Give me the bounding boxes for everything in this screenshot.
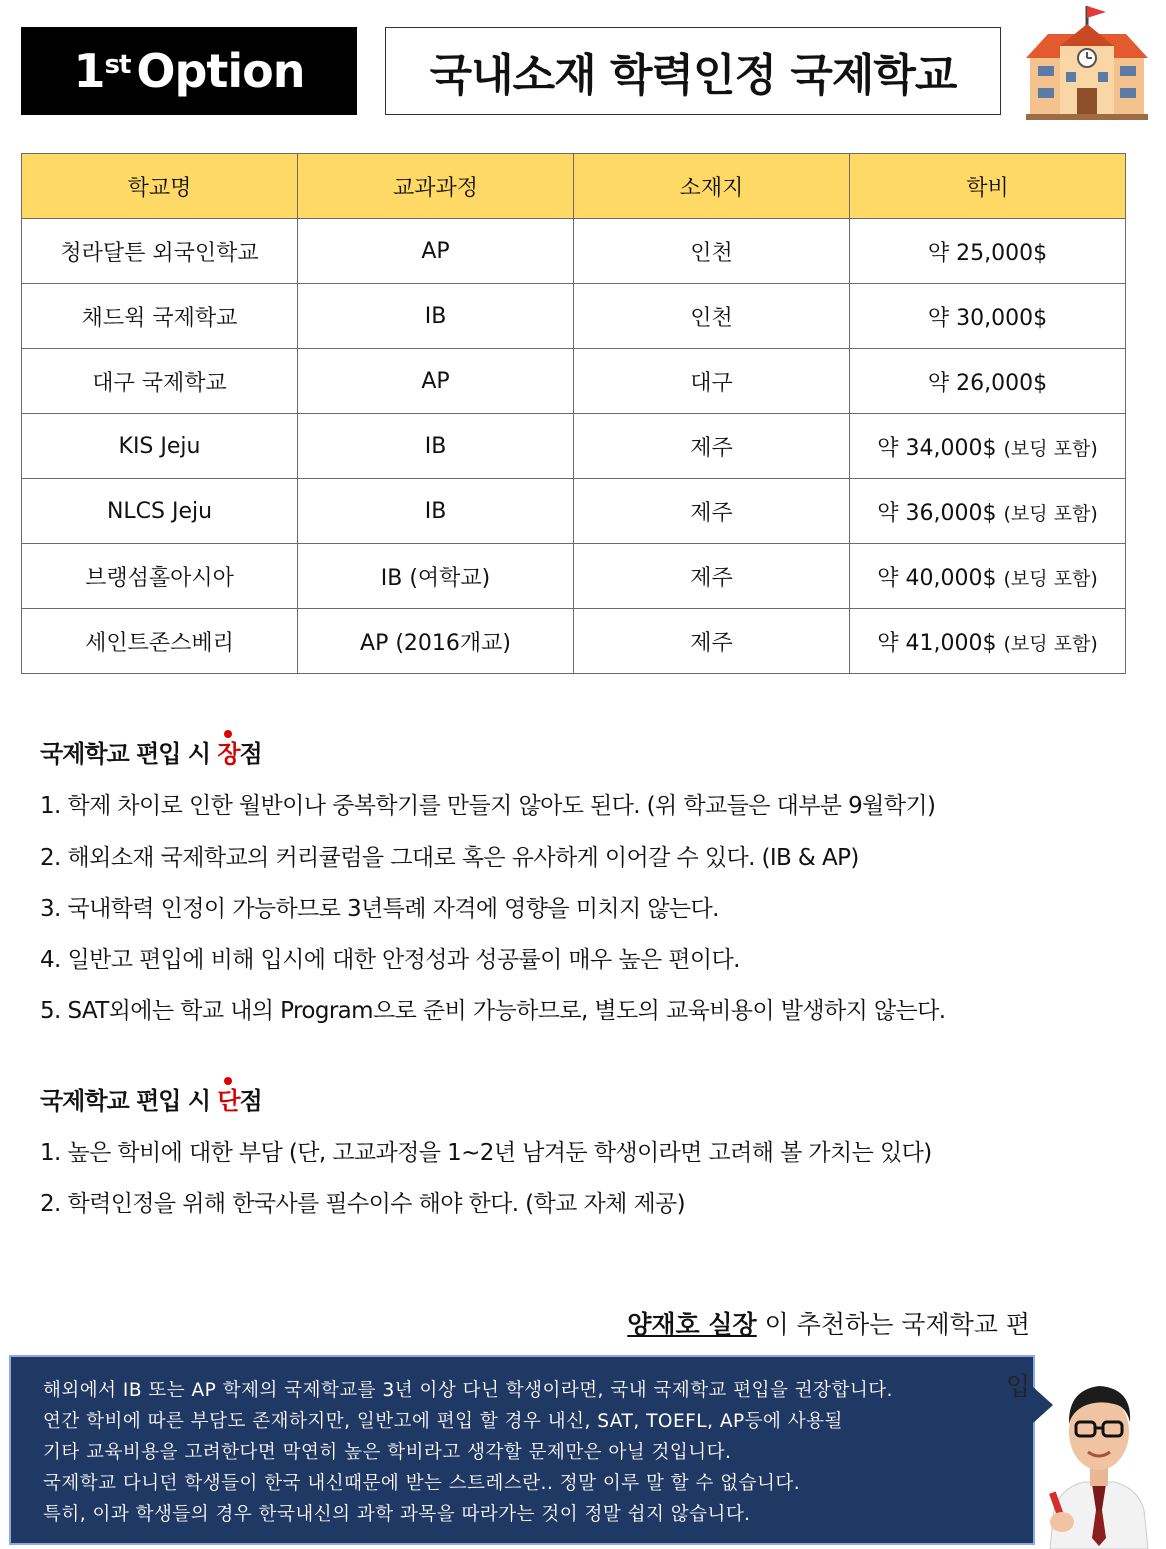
location: 대구 [574, 349, 850, 414]
school-name: KIS Jeju [22, 414, 298, 479]
bubble-line: 특히, 이과 학생들의 경우 한국내신의 과학 과목을 따라가는 것이 정말 쉽지 않습니다. [43, 1504, 751, 1525]
speech-bubble [9, 1355, 1035, 1545]
tuition-amount: 약 34,000$ [877, 435, 997, 461]
header-school-name: 학교명 [22, 154, 298, 219]
cons-heading [40, 1081, 262, 1116]
pros-item: 4. 일반고 편입에 비해 입시에 대한 안정성과 성공률이 매우 높은 편이다. [40, 947, 740, 973]
cons-heading-suffix: 점 [239, 1087, 262, 1115]
tuition [850, 609, 1126, 674]
curriculum: IB [298, 284, 574, 349]
school-name: 채드윅 국제학교 [22, 284, 298, 349]
table-row [22, 609, 1126, 674]
schools-table [21, 153, 1126, 674]
header-curriculum: 교과과정 [298, 154, 574, 219]
location: 제주 [574, 609, 850, 674]
option-badge [21, 27, 357, 115]
table-header-row [22, 154, 1126, 219]
school-building-icon [1026, 2, 1148, 120]
pros-item: 2. 해외소재 국제학교의 커리큘럼을 그대로 혹은 유사하게 이어갈 수 있다. (IB & AP) [40, 845, 859, 871]
bubble-line: 해외에서 IB 또는 AP 학제의 국제학교를 3년 이상 다닌 학생이라면, 국내 국제학교 편입을 권장합니다. [43, 1380, 894, 1401]
pros-item: 3. 국내학력 인정이 가능하므로 3년특례 자격에 영향을 미치지 않는다. [40, 896, 719, 922]
location: 인천 [574, 219, 850, 284]
tuition-note: (보딩 포함) [1003, 632, 1098, 655]
bubble-line: 연간 학비에 따른 부담도 존재하지만, 일반고에 편입 할 경우 내신, SAT, TOEFL, AP등에 사용될 [43, 1411, 843, 1432]
curriculum: AP (2016개교) [298, 609, 574, 674]
curriculum: IB (여학교) [298, 544, 574, 609]
consultant-portrait [1040, 1360, 1158, 1549]
tuition-note: (보딩 포함) [1003, 437, 1098, 460]
cons-item: 2. 학력인정을 위해 한국사를 필수이수 해야 한다. (학교 자체 제공) [40, 1191, 686, 1217]
option-suffix: st [104, 50, 131, 80]
tuition [850, 479, 1126, 544]
recommend-heading [627, 1305, 1030, 1341]
curriculum: AP [298, 219, 574, 284]
table-row [22, 284, 1126, 349]
tuition-amount: 약 30,000$ [927, 305, 1048, 331]
recommend-overflow-char: 입 [1006, 1372, 1031, 1401]
header-location: 소재지 [574, 154, 850, 219]
page-title: 국내소재 학력인정 국제학교 [385, 27, 1001, 115]
school-name: 브랭섬홀아시아 [22, 544, 298, 609]
tuition [850, 284, 1126, 349]
school-name: 세인트존스베리 [22, 609, 298, 674]
tuition-amount: 약 25,000$ [927, 240, 1048, 266]
location: 제주 [574, 479, 850, 544]
school-name: NLCS Jeju [22, 479, 298, 544]
cons-heading-prefix: 국제학교 편입 시 [40, 1087, 218, 1115]
bubble-text [43, 1375, 893, 1530]
tuition [850, 349, 1126, 414]
tuition-amount: 약 40,000$ [877, 565, 997, 591]
bubble-line: 기타 교육비용을 고려한다면 막연히 높은 학비라고 생각할 문제만은 아닐 것입니다. [43, 1442, 732, 1463]
pros-heading-suffix: 점 [239, 740, 262, 768]
cons-heading-accent: 단 [217, 1087, 240, 1115]
table-row [22, 479, 1126, 544]
recommender-name: 양재호 실장 [627, 1310, 757, 1339]
pros-heading-accent: 장 [217, 740, 240, 768]
table-row [22, 414, 1126, 479]
tuition-amount: 약 26,000$ [927, 370, 1048, 396]
pros-heading [40, 734, 262, 769]
school-name: 청라달튼 외국인학교 [22, 219, 298, 284]
pros-item: 5. SAT외에는 학교 내의 Program으로 준비 가능하므로, 별도의 교육비용이 발생하지 않는다. [40, 998, 946, 1024]
option-number: 1 [73, 44, 105, 98]
location: 제주 [574, 414, 850, 479]
tuition-amount: 약 36,000$ [877, 500, 997, 526]
curriculum: IB [298, 479, 574, 544]
curriculum: AP [298, 349, 574, 414]
table-row [22, 219, 1126, 284]
tuition-note: (보딩 포함) [1003, 567, 1098, 590]
cons-item: 1. 높은 학비에 대한 부담 (단, 고교과정을 1~2년 남겨둔 학생이라면 고려해 볼 가치는 있다) [40, 1140, 932, 1166]
tuition [850, 414, 1126, 479]
pros-heading-prefix: 국제학교 편입 시 [40, 740, 218, 768]
pros-item: 1. 학제 차이로 인한 월반이나 중복학기를 만들지 않아도 된다. (위 학교들은 대부분 9월학기) [40, 793, 936, 819]
school-name: 대구 국제학교 [22, 349, 298, 414]
location: 제주 [574, 544, 850, 609]
option-word: Option [136, 44, 305, 98]
tuition [850, 219, 1126, 284]
location: 인천 [574, 284, 850, 349]
table-row [22, 349, 1126, 414]
tuition [850, 544, 1126, 609]
header-tuition: 학비 [850, 154, 1126, 219]
bubble-line: 국제학교 다니던 학생들이 한국 내신때문에 받는 스트레스란.. 정말 이루 말 할 수 없습니다. [43, 1473, 801, 1494]
recommend-rest: 이 추천하는 국제학교 편 [756, 1310, 1030, 1339]
curriculum: IB [298, 414, 574, 479]
tuition-amount: 약 41,000$ [877, 630, 997, 656]
table-row [22, 544, 1126, 609]
tuition-note: (보딩 포함) [1003, 502, 1098, 525]
